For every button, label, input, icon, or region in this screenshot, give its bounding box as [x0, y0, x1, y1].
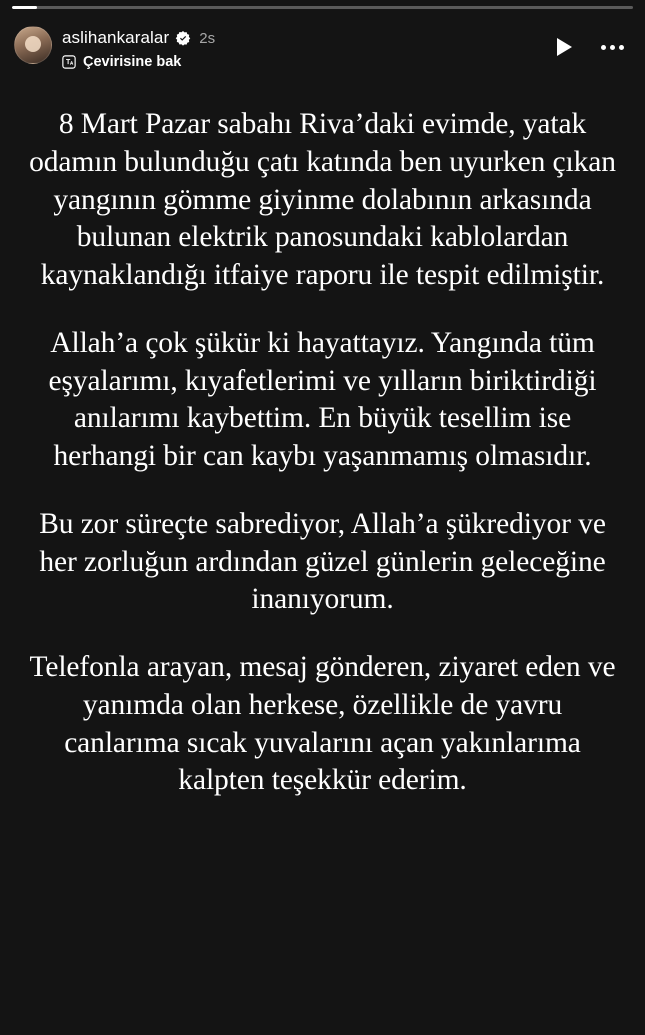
- translate-icon: [62, 55, 76, 69]
- story-progress-fill: [12, 6, 37, 9]
- see-translation-button[interactable]: [62, 54, 215, 70]
- story-paragraph: 8 Mart Pazar sabahı Riva’daki evimde, yatak odamın bulunduğu çatı katında ben uyurken çıkan yangının gömme giyinme dolabının arkasında bulunan elektrik panosundaki kablolardan kaynaklandığı itfaiye raporu ile tespit edilmiştir.: [29, 108, 616, 291]
- see-translation-label: Çevirisine bak: [83, 54, 182, 70]
- story-header-text: [62, 26, 215, 70]
- story-header: [0, 18, 645, 82]
- username-label[interactable]: aslihankaralar: [62, 28, 170, 47]
- story-header-actions: [551, 26, 631, 60]
- timestamp-label: 2s: [199, 29, 216, 47]
- play-icon[interactable]: [551, 34, 577, 60]
- story-paragraph: Bu zor süreçte sabrediyor, Allah’a şükrediyor ve her zorluğun ardından güzel günlerin geleceğine inanıyorum.: [39, 507, 606, 616]
- story-paragraph: Telefonla arayan, mesaj gönderen, ziyaret eden ve yanımda olan herkese, özellikle de yavru canlarıma sıcak yuvalarını açan yakınlarıma kalpten teşekkür ederim.: [29, 651, 616, 797]
- story-progress-bar[interactable]: [12, 6, 633, 9]
- avatar[interactable]: [14, 26, 52, 64]
- username-row: [62, 28, 215, 48]
- verified-badge-icon: [175, 30, 191, 46]
- more-options-icon[interactable]: [599, 34, 625, 60]
- story-paragraph: Allah’a çok şükür ki hayattayız. Yangında tüm eşyalarımı, kıyafetlerimi ve yılların biriktirdiği anılarımı kaybettim. En büyük tesellim ise herhangi bir can kaybı yaşanmamış olmasıdır.: [48, 326, 597, 472]
- story-text-content: [0, 96, 645, 1035]
